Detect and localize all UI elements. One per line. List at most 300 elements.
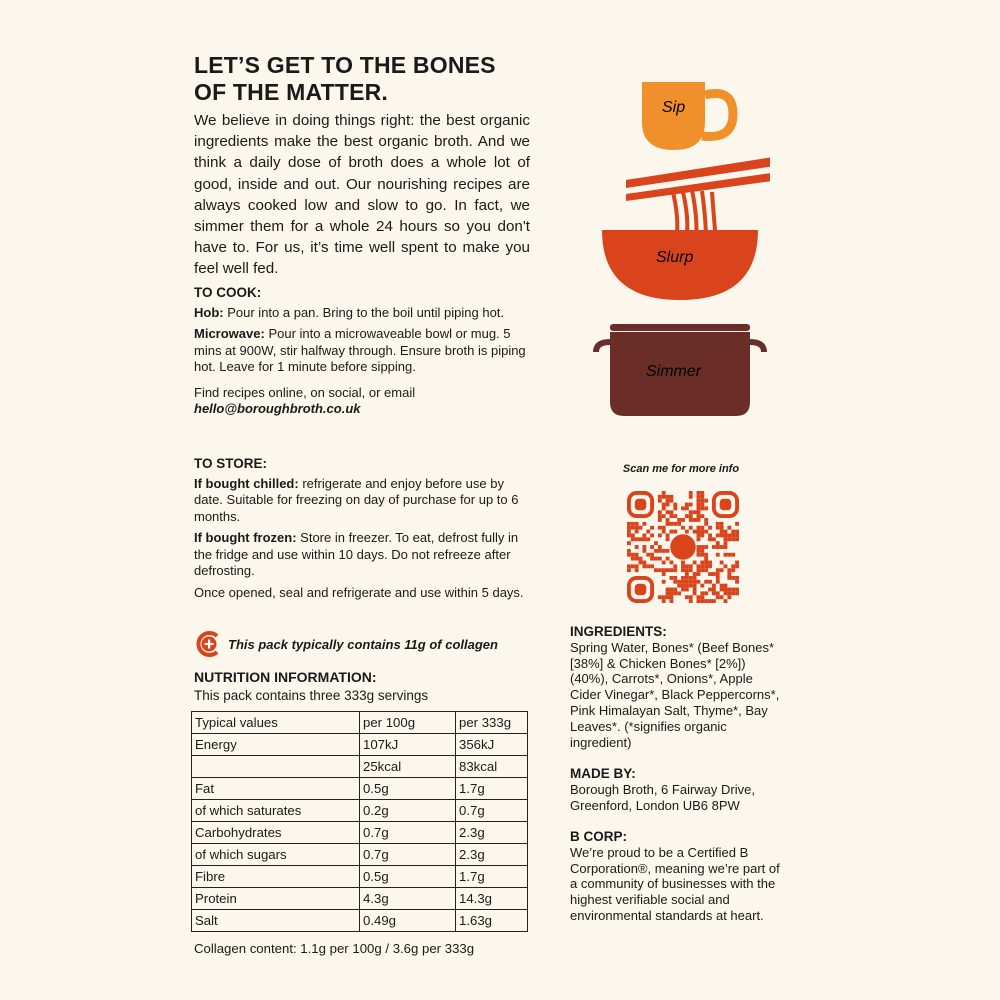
qr-module	[712, 584, 716, 588]
qr-module	[642, 522, 646, 526]
qr-module	[704, 499, 708, 503]
qr-module	[704, 580, 708, 584]
qr-module	[700, 506, 704, 510]
qr-module	[635, 530, 639, 534]
qr-module	[635, 568, 639, 572]
qr-module	[727, 576, 731, 580]
heading-line-1: LET’S GET TO THE BONES	[194, 52, 496, 78]
qr-module	[708, 599, 712, 603]
qr-module	[712, 537, 716, 541]
qr-module	[708, 564, 712, 568]
qr-module	[685, 503, 689, 507]
qr-module	[697, 495, 701, 499]
qr-module	[700, 561, 704, 565]
qr-module	[700, 514, 704, 518]
qr-module	[700, 491, 704, 495]
store-section	[194, 456, 530, 606]
chilled-text: refrigerate and enjoy before use by date. Suitable for freezing on day of purchase for up to 6 months.	[194, 475, 519, 524]
qr-module	[697, 595, 701, 599]
qr-module	[735, 530, 739, 534]
per-100g-value: 0.2g	[360, 800, 456, 822]
qr-module	[716, 526, 720, 530]
per-333g-value: 0.7g	[456, 800, 528, 822]
made-by-title: MADE BY:	[570, 766, 636, 781]
qr-module	[700, 564, 704, 568]
qr-module	[731, 591, 735, 595]
qr-module	[666, 510, 670, 514]
qr-module	[662, 549, 666, 553]
qr-module	[697, 503, 701, 507]
qr-module	[646, 530, 650, 534]
chilled-label: If bought chilled:	[194, 475, 299, 491]
qr-module	[650, 553, 654, 557]
qr-module	[716, 580, 720, 584]
qr-module	[720, 545, 724, 549]
qr-module	[646, 537, 650, 541]
qr-module	[704, 506, 708, 510]
qr-module	[681, 588, 685, 592]
qr-module	[658, 499, 662, 503]
per-100g-value: 0.5g	[360, 778, 456, 800]
qr-module	[712, 588, 716, 592]
qr-module	[708, 537, 712, 541]
qr-module	[731, 576, 735, 580]
qr-module	[681, 584, 685, 588]
qr-module	[724, 564, 728, 568]
qr-module	[662, 514, 666, 518]
nutrient-name: Fat	[192, 778, 360, 800]
per-100g-value: 25kcal	[360, 756, 456, 778]
qr-module	[689, 595, 693, 599]
qr-module	[658, 526, 662, 530]
qr-module	[720, 533, 724, 537]
qr-module	[685, 595, 689, 599]
qr-module	[631, 537, 635, 541]
qr-module	[669, 599, 673, 603]
qr-module	[654, 557, 658, 561]
qr-module	[658, 549, 662, 553]
qr-module	[662, 599, 666, 603]
qr-module	[731, 568, 735, 572]
qr-module	[666, 537, 670, 541]
qr-module	[669, 595, 673, 599]
illustrations	[590, 70, 770, 430]
microwave-text: Pour into a microwaveable bowl or mug. 5 mins at 900W, stir halfway through. Ensure broth is piping hot. Leave for 1 minute before sipping.	[194, 326, 526, 374]
page-heading	[194, 52, 534, 106]
qr-module	[669, 576, 673, 580]
qr-module	[735, 580, 739, 584]
frozen-label: If bought frozen:	[194, 530, 297, 545]
qr-module	[716, 545, 720, 549]
qr-module	[666, 503, 670, 507]
qr-module	[724, 599, 728, 603]
table-row	[192, 800, 528, 822]
nutrient-name: Fibre	[192, 866, 360, 888]
qr-module	[627, 533, 631, 537]
qr-module	[658, 545, 662, 549]
qr-module	[658, 510, 662, 514]
qr-module	[642, 545, 646, 549]
qr-module	[716, 591, 720, 595]
qr-module	[685, 584, 689, 588]
qr-module	[708, 572, 712, 576]
qr-module	[639, 526, 643, 530]
qr-module	[720, 526, 724, 530]
per-100g-value: 0.7g	[360, 844, 456, 866]
store-title: TO STORE:	[194, 456, 268, 471]
qr-module	[685, 514, 689, 518]
qr-module	[666, 557, 670, 561]
qr-module	[731, 564, 735, 568]
qr-module	[627, 526, 631, 530]
qr-module	[697, 537, 701, 541]
qr-module	[650, 545, 654, 549]
qr-module	[720, 568, 724, 572]
qr-finder	[629, 493, 652, 516]
qr-module	[677, 518, 681, 522]
collagen-text: This pack typically contains 11g of collagen	[228, 637, 498, 652]
qr-code[interactable]	[627, 491, 739, 603]
qr-module	[635, 522, 639, 526]
qr-module	[685, 576, 689, 580]
qr-module	[681, 580, 685, 584]
table-row	[192, 756, 528, 778]
qr-logo	[670, 534, 695, 559]
qr-module	[666, 549, 670, 553]
qr-module	[627, 522, 631, 526]
qr-module	[673, 576, 677, 580]
qr-module	[658, 518, 662, 522]
qr-module	[673, 506, 677, 510]
qr-module	[697, 549, 701, 553]
qr-module	[693, 510, 697, 514]
find-text: Find recipes online, on social, or email	[194, 384, 416, 400]
per-333g-value: 14.3g	[456, 888, 528, 910]
qr-module	[724, 545, 728, 549]
qr-module	[666, 595, 670, 599]
qr-module	[700, 503, 704, 507]
qr-module	[662, 495, 666, 499]
bcorp-text: We’re proud to be a Certified B Corporation®, meaning we’re part of a community of businesses with the highest verifiable social and environmental standards at heart.	[570, 844, 780, 923]
hob-instruction	[194, 305, 530, 322]
hob-text: Pour into a pan. Bring to the boil until piping hot.	[227, 304, 505, 320]
qr-module	[635, 537, 639, 541]
cup-icon	[642, 82, 733, 150]
qr-module	[693, 530, 697, 534]
heading-line-2: OF THE MATTER.	[194, 79, 389, 105]
qr-module	[689, 584, 693, 588]
qr-module	[689, 495, 693, 499]
qr-module	[627, 530, 631, 534]
qr-module	[704, 564, 708, 568]
qr-module	[693, 572, 697, 576]
qr-module	[704, 553, 708, 557]
ingredients-title: INGREDIENTS:	[570, 624, 667, 639]
qr-module	[685, 580, 689, 584]
qr-module	[716, 595, 720, 599]
qr-module	[716, 553, 720, 557]
qr-module	[654, 568, 658, 572]
qr-module	[658, 595, 662, 599]
nutrient-name: Energy	[192, 734, 360, 756]
qr-module	[681, 506, 685, 510]
per-100g-value: per 100g	[360, 712, 456, 734]
ingredients-section	[570, 624, 780, 750]
qr-module	[689, 491, 693, 495]
qr-module	[666, 522, 670, 526]
qr-module	[708, 533, 712, 537]
qr-module	[697, 514, 701, 518]
microwave-instruction	[194, 326, 530, 376]
qr-module	[685, 572, 689, 576]
qr-module	[704, 557, 708, 561]
qr-module	[689, 503, 693, 507]
qr-module	[693, 580, 697, 584]
qr-module	[669, 522, 673, 526]
qr-module	[685, 506, 689, 510]
qr-module	[700, 584, 704, 588]
qr-module	[631, 533, 635, 537]
qr-module	[716, 533, 720, 537]
contact-email[interactable]: hello@boroughbroth.co.uk	[194, 401, 361, 416]
qr-module	[712, 572, 716, 576]
qr-module	[662, 530, 666, 534]
qr-module	[673, 514, 677, 518]
qr-module	[627, 568, 631, 572]
qr-module	[700, 595, 704, 599]
qr-module	[662, 561, 666, 565]
qr-module	[669, 561, 673, 565]
qr-module	[662, 503, 666, 507]
qr-module	[662, 595, 666, 599]
qr-module	[635, 526, 639, 530]
qr-module	[635, 557, 639, 561]
qr-module	[627, 564, 631, 568]
qr-module	[708, 588, 712, 592]
qr-module	[697, 530, 701, 534]
qr-module	[697, 599, 701, 603]
qr-module	[735, 537, 739, 541]
qr-module	[669, 588, 673, 592]
collagen-callout	[194, 630, 534, 656]
qr-module	[731, 533, 735, 537]
qr-module	[650, 557, 654, 561]
qr-module	[735, 576, 739, 580]
table-row	[192, 778, 528, 800]
qr-module	[673, 591, 677, 595]
per-333g-value: 2.3g	[456, 822, 528, 844]
qr-module	[681, 518, 685, 522]
qr-module	[658, 557, 662, 561]
qr-module	[693, 576, 697, 580]
qr-module	[642, 564, 646, 568]
qr-module	[669, 510, 673, 514]
qr-module	[700, 495, 704, 499]
qr-module	[727, 591, 731, 595]
qr-module	[669, 495, 673, 499]
nutrient-name: Carbohydrates	[192, 822, 360, 844]
qr-module	[658, 533, 662, 537]
qr-module	[697, 491, 701, 495]
frozen-instruction	[194, 530, 530, 580]
qr-module	[700, 591, 704, 595]
per-100g-value: 0.5g	[360, 866, 456, 888]
qr-module	[681, 564, 685, 568]
qr-module	[635, 553, 639, 557]
qr-module	[677, 522, 681, 526]
made-by-section	[570, 766, 780, 813]
per-333g-value: per 333g	[456, 712, 528, 734]
qr-module	[697, 553, 701, 557]
qr-module	[720, 588, 724, 592]
qr-module	[727, 537, 731, 541]
qr-module	[697, 564, 701, 568]
qr-module	[697, 510, 701, 514]
per-100g-value: 107kJ	[360, 734, 456, 756]
table-header-row	[192, 712, 528, 734]
qr-module	[666, 495, 670, 499]
per-333g-value: 1.7g	[456, 866, 528, 888]
qr-module	[700, 530, 704, 534]
qr-module	[635, 564, 639, 568]
qr-module	[731, 530, 735, 534]
qr-finder	[714, 493, 737, 516]
nutrition-subtitle: This pack contains three 333g servings	[194, 688, 429, 703]
qr-module	[639, 561, 643, 565]
per-333g-value: 1.7g	[456, 778, 528, 800]
qr-module	[704, 522, 708, 526]
qr-module	[650, 564, 654, 568]
qr-module	[704, 530, 708, 534]
qr-module	[662, 572, 666, 576]
qr-module	[642, 549, 646, 553]
qr-module	[720, 595, 724, 599]
qr-module	[666, 591, 670, 595]
qr-module	[697, 499, 701, 503]
qr-caption: Scan me for more info	[622, 463, 740, 475]
qr-module	[700, 568, 704, 572]
qr-module	[646, 564, 650, 568]
qr-module	[639, 557, 643, 561]
qr-module	[685, 530, 689, 534]
qr-module	[724, 553, 728, 557]
bowl-icon	[602, 230, 758, 300]
qr-module	[727, 553, 731, 557]
sip-label: Sip	[662, 99, 686, 116]
qr-module	[735, 533, 739, 537]
qr-module	[700, 549, 704, 553]
slurp-label: Slurp	[656, 249, 694, 266]
qr-module	[689, 599, 693, 603]
nutrient-name: Protein	[192, 888, 360, 910]
qr-module	[639, 537, 643, 541]
chilled-instruction	[194, 476, 530, 526]
qr-module	[735, 564, 739, 568]
qr-module	[704, 568, 708, 572]
qr-module	[724, 533, 728, 537]
table-row	[192, 866, 528, 888]
qr-module	[662, 580, 666, 584]
qr-module	[673, 503, 677, 507]
per-100g-value: 4.3g	[360, 888, 456, 910]
qr-module	[727, 588, 731, 592]
qr-module	[724, 530, 728, 534]
qr-module	[716, 541, 720, 545]
qr-module	[673, 564, 677, 568]
qr-module	[658, 568, 662, 572]
qr-module	[716, 568, 720, 572]
qr-module	[666, 499, 670, 503]
qr-module	[712, 591, 716, 595]
qr-module	[662, 526, 666, 530]
qr-module	[646, 553, 650, 557]
nutrient-name: of which saturates	[192, 800, 360, 822]
qr-module	[635, 545, 639, 549]
table-row	[192, 844, 528, 866]
qr-module	[712, 545, 716, 549]
per-333g-value: 2.3g	[456, 844, 528, 866]
nutrient-name	[192, 756, 360, 778]
qr-module	[685, 568, 689, 572]
opened-instruction: Once opened, seal and refrigerate and use within 5 days.	[194, 584, 524, 600]
qr-module	[727, 572, 731, 576]
qr-module	[735, 561, 739, 565]
qr-module	[716, 572, 720, 576]
qr-module	[724, 537, 728, 541]
qr-module	[712, 599, 716, 603]
qr-module	[720, 530, 724, 534]
qr-module	[704, 599, 708, 603]
qr-module	[658, 495, 662, 499]
qr-module	[662, 491, 666, 495]
qr-module	[731, 553, 735, 557]
qr-module	[693, 584, 697, 588]
qr-module	[673, 580, 677, 584]
qr-module	[669, 568, 673, 572]
qr-module	[700, 553, 704, 557]
qr-module	[681, 561, 685, 565]
qr-module	[677, 580, 681, 584]
qr-module	[697, 526, 701, 530]
qr-module	[708, 561, 712, 565]
per-333g-value: 356kJ	[456, 734, 528, 756]
qr-module	[673, 530, 677, 534]
qr-module	[685, 588, 689, 592]
qr-module	[731, 537, 735, 541]
collagen-plus-icon	[194, 630, 222, 658]
qr-module	[654, 541, 658, 545]
qr-module	[627, 549, 631, 553]
qr-module	[697, 545, 701, 549]
qr-module	[727, 526, 731, 530]
qr-module	[631, 522, 635, 526]
qr-module	[697, 533, 701, 537]
chopsticks-icon	[626, 152, 770, 240]
table-row	[192, 734, 528, 756]
qr-module	[689, 564, 693, 568]
qr-module	[693, 591, 697, 595]
qr-module	[677, 591, 681, 595]
qr-module	[669, 530, 673, 534]
qr-module	[724, 584, 728, 588]
qr-finder	[629, 578, 652, 601]
qr-module	[681, 568, 685, 572]
made-by-text: Borough Broth, 6 Fairway Drive, Greenford, London UB6 8PW	[570, 781, 755, 813]
qr-module	[666, 533, 670, 537]
qr-module	[650, 526, 654, 530]
qr-module	[689, 576, 693, 580]
nutrition-title: NUTRITION INFORMATION:	[194, 669, 377, 685]
